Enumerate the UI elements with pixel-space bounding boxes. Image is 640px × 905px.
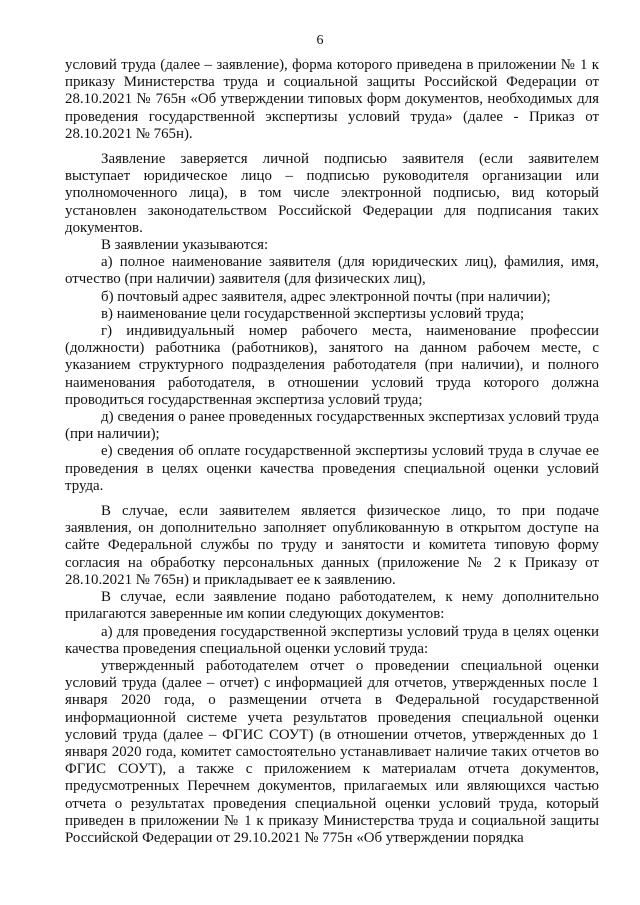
page-number: 6 bbox=[316, 33, 324, 48]
paragraph-signature: Заявление заверяется личной подписью заявителя (если заявителем выступает юридическое лицо – подписью руководителя организации или уполномоченного лица), в том числе электронной подписью, вид который установлен законодательством Российской Федерации для подписания таких документов. bbox=[65, 151, 599, 236]
list-item-d: д) сведения о ранее проведенных государственных экспертизах условий труда (при наличии); bbox=[65, 409, 599, 443]
paragraph-employer-applicant: В случае, если заявление подано работодателем, к нему дополнительно прилагаются заверенные им копии следующих документов: bbox=[65, 589, 599, 623]
list-item-v: в) наименование цели государственной экспертизы условий труда; bbox=[101, 305, 525, 322]
list-item-g: г) индивидуальный номер рабочего места, наименование профессии (должности) работника (работников), занятого на данном рабочем месте, с указанием структурного подразделения работодателя (при наличии), и полного наименования работодателя, в отношении условий труда которого должна проводиться государственная экспертиза условий труда; bbox=[65, 323, 599, 408]
list-item-e: е) сведения об оплате государственной экспертизы условий труда в случае ее проведения в целях оценки качества проведения специальной оценки условий труда. bbox=[65, 443, 599, 494]
paragraph-continuation: условий труда (далее – заявление), форма которого приведена в приложении № 1 к приказу Министерства труда и социальной защиты Российской Федерации от 28.10.2021 № 765н «Об утверждении типовых форм документов, необходимых для проведения государственной экспертизы условий труда» (далее - Приказ от 28.10.2021 № 765н). bbox=[65, 57, 599, 142]
paragraph-report: утвержденный работодателем отчет о проведении специальной оценки условий труда (далее – отчет) с информацией для отчетов, утвержденных после 1 января 2020 года, о размещении отчета в Федеральной государственной информационной системе учета результатов проведения специальной оценки условий труда (далее – ФГИС СОУТ) (в отношении отчетов, утвержденных до 1 января 2020 года, комитет самостоятельно устанавливает наличие таких отчетов во ФГИС СОУТ), а также с приложением к материалам отчета документов, предусмотренных Перечнем документов, прилагаемых или являющихся частью отчета о результатах проведения специальной оценки условий труда, который приведен в приложении № 1 к приказу Министерства труда и социальной защиты Российской Федерации от 29.10.2021 № 775н «Об утверждении порядка bbox=[65, 657, 599, 846]
list-item-a-documents: а) для проведения государственной экспертизы условий труда в целях оценки качества проведения специальной оценки условий труда: bbox=[65, 623, 599, 657]
document-body bbox=[65, 57, 599, 847]
list-item-a: а) полное наименование заявителя (для юридических лиц), фамилия, имя, отчество (при наличии) заявителя (для физических лиц), bbox=[65, 254, 599, 288]
paragraph-individual-applicant: В случае, если заявителем является физическое лицо, то при подаче заявления, он дополнительно заполняет опубликованную в открытом доступе на сайте Федеральной службы по труду и занятости и комитета типовую форму согласия на обработку персональных данных (приложение № 2 к Приказу от 28.10.2021 № 765н) и прикладывает ее к заявлению. bbox=[65, 503, 599, 588]
list-item-b: б) почтовый адрес заявителя, адрес электронной почты (при наличии); bbox=[101, 288, 551, 305]
paragraph-list-intro: В заявлении указываются: bbox=[101, 237, 269, 254]
